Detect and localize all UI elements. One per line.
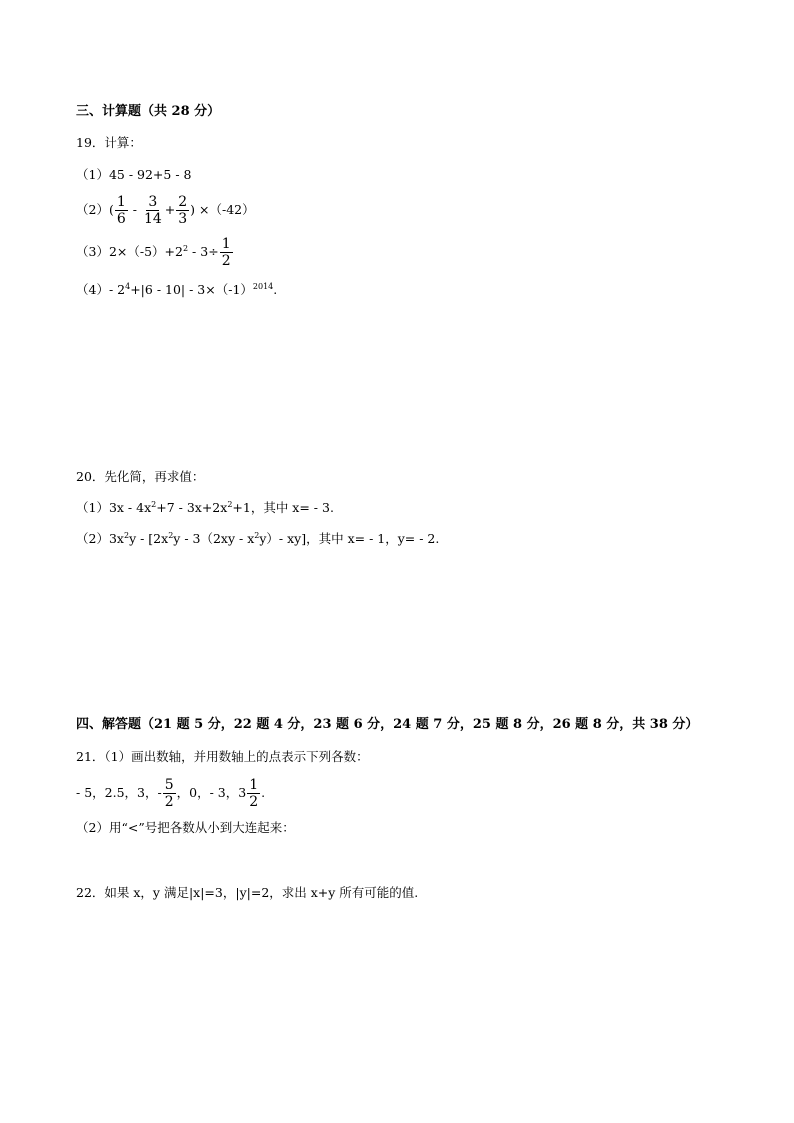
fraction-denominator: 3 bbox=[178, 211, 188, 227]
fraction-denominator: 2 bbox=[221, 253, 231, 269]
q21-nums-suffix: . bbox=[261, 785, 266, 800]
q20-p1-b: +7 ‐ 3x+2x bbox=[156, 500, 228, 515]
q20-p1-a: （1）3x ‐ 4x bbox=[76, 500, 152, 515]
q20-p2-b: y ‐ [2x bbox=[129, 531, 169, 546]
fraction bbox=[247, 777, 260, 810]
fraction-denominator: 2 bbox=[164, 794, 174, 810]
fraction bbox=[115, 194, 128, 227]
q19-p3-prefix: （3）2×（‐5）+2 bbox=[76, 244, 183, 259]
q20-p2-d: y）‐ xy]，其中 x= ‐ 1，y= ‐ 2. bbox=[259, 531, 440, 546]
fraction bbox=[220, 236, 233, 269]
fraction-numerator: 5 bbox=[164, 777, 174, 793]
q19-p3-middle: ‐ 3÷ bbox=[188, 244, 219, 259]
section-3-heading: 三、计算题（共 28 分） bbox=[76, 104, 221, 119]
question-19-title: 19．计算： bbox=[76, 135, 142, 150]
exponent: 4 bbox=[125, 282, 131, 291]
q19-p4-prefix: （4）‐ 2 bbox=[76, 282, 126, 297]
question-20-part-1 bbox=[76, 499, 334, 517]
question-22: 22．如果 x，y 满足|x|=3，|y|=2，求出 x+y 所有可能的值. bbox=[76, 885, 419, 900]
question-21-numbers bbox=[76, 775, 265, 811]
fraction bbox=[176, 194, 189, 227]
question-19-part-2 bbox=[76, 192, 255, 228]
exponent: 2 bbox=[227, 500, 233, 509]
question-21-part-2: （2）用“<”号把各数从小到大连起来： bbox=[76, 820, 295, 835]
q19-p4-suffix: . bbox=[273, 282, 278, 297]
fraction-numerator: 3 bbox=[148, 194, 158, 210]
question-20-part-2 bbox=[76, 530, 439, 548]
q19-p2-prefix: （2）( bbox=[76, 202, 114, 217]
question-19-part-1: （1）45 ‐ 92+5 ‐ 8 bbox=[76, 167, 192, 182]
fraction-numerator: 1 bbox=[116, 194, 126, 210]
exponent: 2014 bbox=[252, 282, 274, 291]
question-19-part-3 bbox=[76, 234, 234, 270]
fraction-denominator: 14 bbox=[143, 211, 162, 227]
fraction-numerator: 1 bbox=[249, 777, 259, 793]
exponent: 2 bbox=[182, 244, 189, 253]
exponent: 2 bbox=[254, 531, 260, 540]
q19-p2-suffix: ) ×（‐42） bbox=[190, 202, 255, 217]
exponent: 2 bbox=[123, 531, 130, 540]
q20-p1-c: +1，其中 x= ‐ 3. bbox=[232, 500, 334, 515]
fraction-numerator: 1 bbox=[221, 236, 231, 252]
fraction bbox=[142, 194, 164, 227]
question-21-part-1: 21．（1）画出数轴，并用数轴上的点表示下列各数： bbox=[76, 749, 369, 764]
q21-nums-mid: ，0，‐ 3，3 bbox=[176, 785, 247, 800]
question-19-part-4 bbox=[76, 281, 277, 299]
exponent: 2 bbox=[168, 531, 174, 540]
q21-nums-prefix: ‐ 5，2.5，3，‐ bbox=[76, 785, 162, 800]
operator: ‐ bbox=[128, 202, 141, 217]
exponent: 2 bbox=[151, 500, 157, 509]
operator: + bbox=[164, 202, 176, 217]
q19-p4-middle: +|6 ‐ 10| ‐ 3×（‐1） bbox=[130, 282, 253, 297]
fraction-denominator: 6 bbox=[116, 211, 126, 227]
fraction-numerator: 2 bbox=[178, 194, 188, 210]
fraction-denominator: 2 bbox=[249, 794, 259, 810]
section-4-heading: 四、解答题（21 题 5 分，22 题 4 分，23 题 6 分，24 题 7 分，25 题 8 分，26 题 8 分，共 38 分） bbox=[76, 717, 699, 732]
question-20-title: 20．先化简，再求值： bbox=[76, 469, 205, 484]
q20-p2-a: （2）3x bbox=[76, 531, 124, 546]
fraction bbox=[163, 777, 176, 810]
q20-p2-c: y ‐ 3（2xy ‐ x bbox=[173, 531, 255, 546]
